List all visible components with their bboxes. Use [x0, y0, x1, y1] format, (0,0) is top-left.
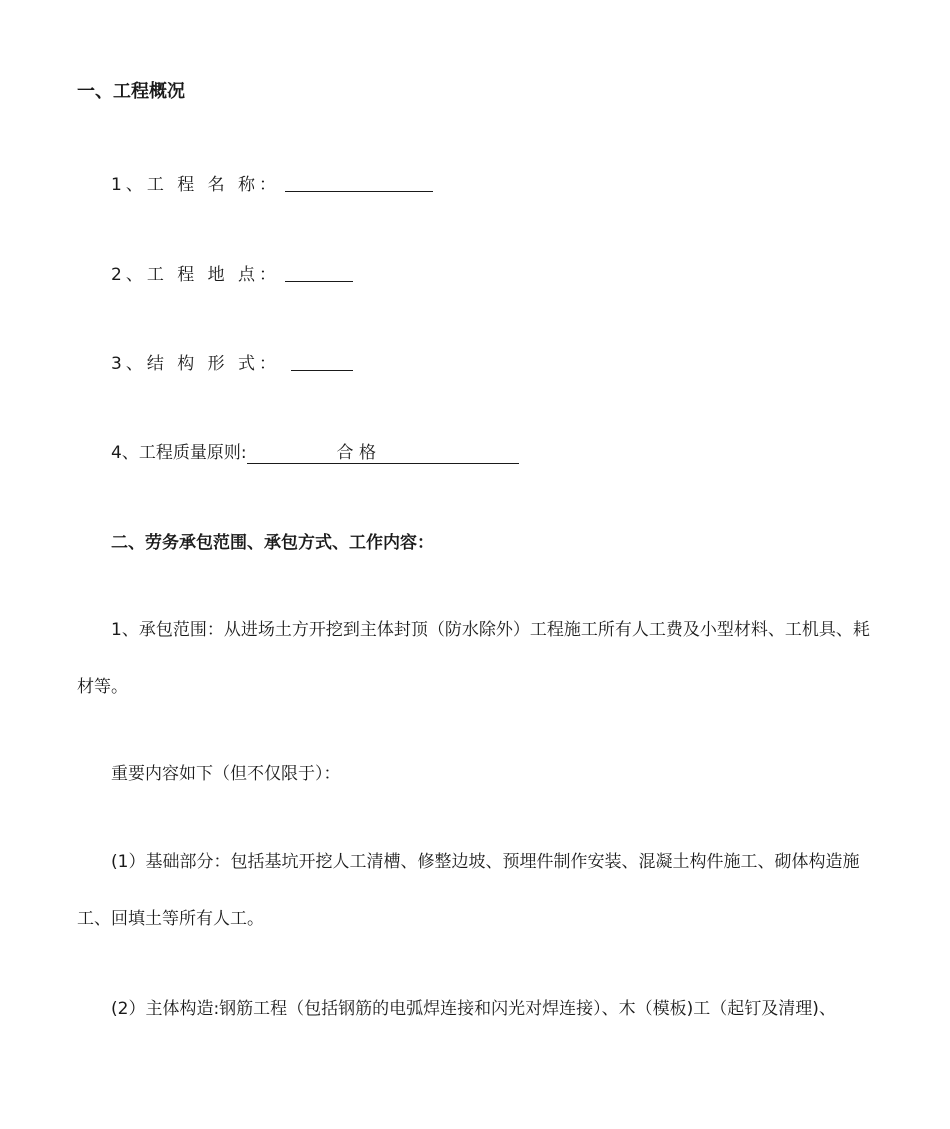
field-quality-standard	[111, 441, 519, 465]
paragraph-scope: 1、承包范围：从进场土方开挖到主体封顶（防水除外）工程施工所有人工费及小型材料、工机具、耗材等。	[77, 620, 870, 697]
field-project-name	[111, 173, 433, 197]
field-structure-type	[111, 352, 353, 376]
field-project-location	[111, 263, 353, 287]
quality-value: 合 格	[336, 443, 376, 463]
section-heading-scope: 二、劳务承包范围、承包方式、工作内容：	[111, 533, 434, 553]
field-label: 2、工 程 地 点：	[111, 265, 281, 285]
content-intro: 重要内容如下（但不仅限于）：	[111, 764, 341, 784]
fill-in-blank	[285, 173, 433, 192]
field-label: 3、结 构 形 式：	[111, 354, 281, 374]
fill-in-blank	[285, 263, 353, 282]
fill-in-blank	[291, 352, 353, 371]
fill-in-value	[247, 443, 519, 464]
field-label: 1、工 程 名 称：	[111, 175, 281, 195]
paragraph-main-structure: (2）主体构造:钢筋工程（包括钢筋的电弧焊连接和闪光对焊连接）、木（模板)工（起钉及清理)、	[111, 999, 836, 1019]
paragraph-foundation: (1）基础部分：包括基坑开挖人工清槽、修整边坡、预埋件制作安装、混凝土构件施工、砌体构造施工、回填土等所有人工。	[77, 852, 860, 929]
section-heading-overview: 一、工程概况	[77, 81, 185, 102]
field-label: 4、工程质量原则:	[111, 443, 247, 463]
